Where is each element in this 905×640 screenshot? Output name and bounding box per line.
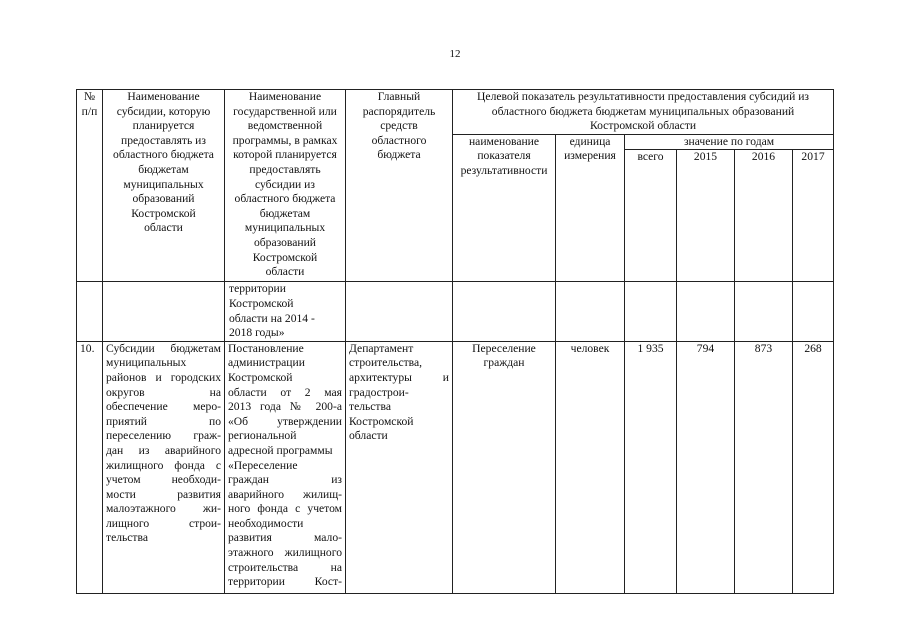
header-main-manager: Главный распорядитель средств областного бюджета [346,90,453,282]
continuation-program-text: территории Костромской области на 2014 - 2018 годы» [225,282,346,341]
header-total: всего [625,150,677,282]
header-unit: единица измерения [556,134,625,282]
header-num: № п/п [77,90,103,282]
continuation-row [77,282,834,341]
value-2017: 268 [793,341,834,593]
header-target-indicator: Целевой показатель результативности предоставления субсидий из областного бюджета бюджетам муниципальных образований Костромской области [453,90,834,135]
program-description: Постановление администрации Костромской области от 2 мая 2013 года № 200-а «Об утверждении региональной адресной программы «Переселение граждан из аварийного жилищ- ного фонда с учетом необходимости развития мало- этажного жилищного строительства на территории Кост- [225,341,346,593]
row-number: 10. [77,341,103,593]
main-manager-description: Департамент строительства, архитектуры и градострои- тельства Костромской области [346,341,453,593]
table-row [77,341,834,593]
header-year-2016: 2016 [735,150,793,282]
page-number: 12 [449,48,461,60]
header-year-2015: 2015 [677,150,735,282]
value-total: 1 935 [625,341,677,593]
subsidy-description: Субсидии бюджетам муниципальных районов и городских округов на обеспечение меро- приятий по переселению граж- дан из аварийного жилищного фонда с учетом необходи- мости развития малоэтажного жи- лищного строи- тельства [103,341,225,593]
subsidy-table [76,89,834,594]
unit-of-measure: человек [556,341,625,593]
value-2015: 794 [677,341,735,593]
header-subsidy-name: Наименование субсидии, которую планируется предоставлять из областного бюджета бюджетам муниципальных образований Костромской области [103,90,225,282]
header-program-name: Наименование государственной или ведомственной программы, в рамках которой планируется предоставлять субсидии из областного бюджета бюджетам муниципальных образований Костромской области [225,90,346,282]
header-values-by-year: значение по годам [625,134,834,150]
value-2016: 873 [735,341,793,593]
indicator-name: Переселение граждан [453,341,556,593]
header-year-2017: 2017 [793,150,834,282]
header-indicator-name: наименование показателя результативности [453,134,556,282]
